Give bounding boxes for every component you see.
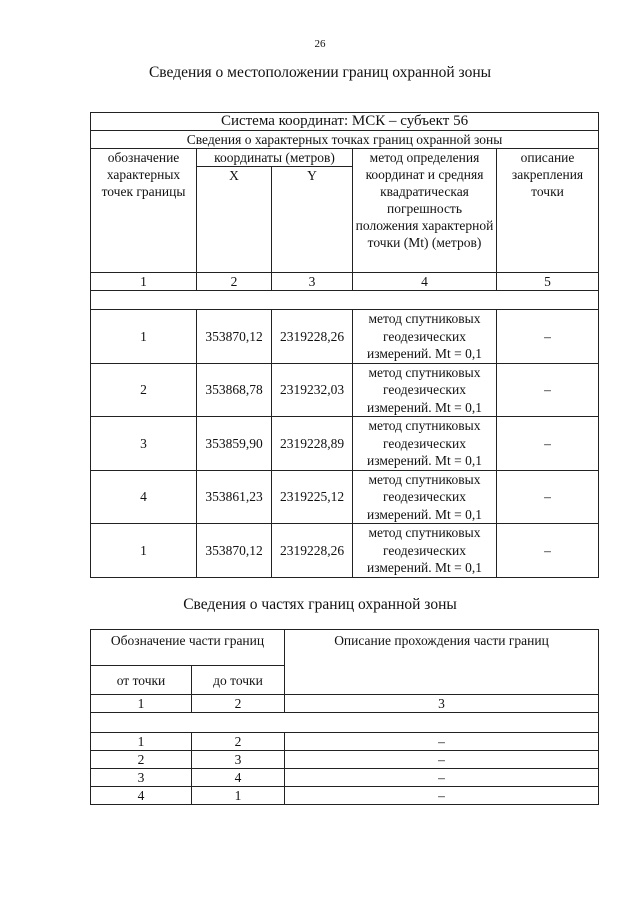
header-designation: обозначение характерных точек границы (91, 149, 197, 273)
point-id: 3 (91, 417, 197, 471)
header-from: от точки (91, 666, 192, 695)
point-method: метод спутниковых геодезических измерений. Mt = 0,1 (353, 470, 497, 524)
point-id: 1 (91, 310, 197, 364)
point-description: – (497, 524, 599, 578)
header-part: Обозначение части границ (91, 630, 285, 666)
parts-section-title: Сведения о частях границ охранной зоны (183, 596, 457, 613)
part-description: – (285, 733, 599, 751)
table-row (91, 769, 599, 787)
points-subtitle-cell: Сведения о характерных точках границ охранной зоны (91, 131, 599, 149)
table-row (91, 524, 599, 578)
point-method: метод спутниковых геодезических измерений. Mt = 0,1 (353, 310, 497, 364)
point-id: 1 (91, 524, 197, 578)
header-part-description: Описание прохождения части границ (285, 630, 599, 695)
header-coordinates: координаты (метров) (197, 149, 353, 167)
point-y: 2319228,26 (272, 524, 353, 578)
point-id: 4 (91, 470, 197, 524)
table-row (91, 470, 599, 524)
point-y: 2319228,89 (272, 417, 353, 471)
header-to: до точки (192, 666, 285, 695)
point-description: – (497, 310, 599, 364)
part-description: – (285, 751, 599, 769)
column-number: 5 (497, 273, 599, 291)
column-number: 3 (272, 273, 353, 291)
point-x: 353868,78 (197, 363, 272, 417)
part-to: 1 (192, 787, 285, 805)
boundary-points-table (90, 112, 599, 578)
header-description: описание закрепления точки (497, 149, 599, 273)
header-y: Y (272, 167, 353, 273)
part-from: 2 (91, 751, 192, 769)
point-y: 2319225,12 (272, 470, 353, 524)
part-to: 4 (192, 769, 285, 787)
part-description: – (285, 769, 599, 787)
point-description: – (497, 470, 599, 524)
column-number: 2 (197, 273, 272, 291)
table-row (91, 787, 599, 805)
point-x: 353861,23 (197, 470, 272, 524)
point-y: 2319228,26 (272, 310, 353, 364)
column-number: 2 (192, 695, 285, 713)
column-number: 3 (285, 695, 599, 713)
coordinate-system-cell: Система координат: МСК – субъект 56 (91, 113, 599, 131)
point-description: – (497, 417, 599, 471)
column-number: 1 (91, 695, 192, 713)
part-from: 3 (91, 769, 192, 787)
empty-separator-row (91, 713, 599, 733)
part-from: 4 (91, 787, 192, 805)
points-section-title: Сведения о местоположении границ охранной зоны (148, 64, 492, 81)
header-x: X (197, 167, 272, 273)
column-number: 4 (353, 273, 497, 291)
point-x: 353870,12 (197, 524, 272, 578)
point-method: метод спутниковых геодезических измерений. Mt = 0,1 (353, 417, 497, 471)
column-number: 1 (91, 273, 197, 291)
point-description: – (497, 363, 599, 417)
table-row (91, 751, 599, 769)
part-description: – (285, 787, 599, 805)
part-to: 3 (192, 751, 285, 769)
empty-separator-row (91, 291, 599, 310)
table-row (91, 310, 599, 364)
table-row (91, 363, 599, 417)
header-method: метод определения координат и средняя квадратическая погрешность положения характерной точки (Mt) (метров) (353, 149, 497, 273)
point-method: метод спутниковых геодезических измерений. Mt = 0,1 (353, 524, 497, 578)
point-x: 353870,12 (197, 310, 272, 364)
part-to: 2 (192, 733, 285, 751)
page-number: 26 (314, 38, 326, 50)
part-from: 1 (91, 733, 192, 751)
boundary-parts-table (90, 629, 599, 805)
point-x: 353859,90 (197, 417, 272, 471)
point-y: 2319232,03 (272, 363, 353, 417)
table-row (91, 417, 599, 471)
point-id: 2 (91, 363, 197, 417)
point-method: метод спутниковых геодезических измерений. Mt = 0,1 (353, 363, 497, 417)
table-row (91, 733, 599, 751)
